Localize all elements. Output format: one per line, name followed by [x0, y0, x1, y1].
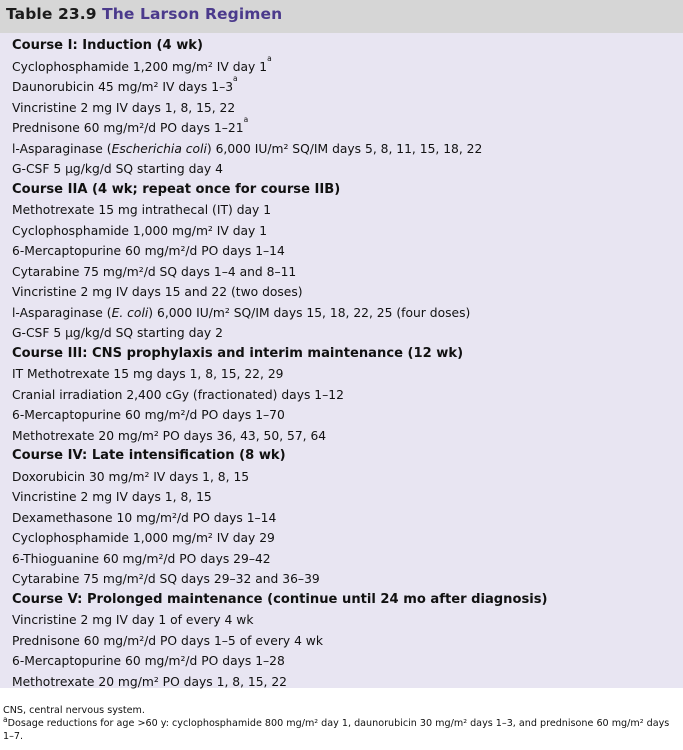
regimen-row: [12, 159, 683, 180]
table-number: Table 23.9: [6, 5, 97, 23]
row-text: 6-Mercaptopurine 60 mg/m²/d PO days 1–28: [12, 654, 285, 668]
footnote-abbreviation: CNS, central nervous system.: [3, 705, 145, 716]
organism-name: E. coli: [111, 305, 149, 320]
row-text: Course V: Prolonged maintenance (continue until 24 mo after diagnosis): [12, 591, 548, 607]
regimen-row: [12, 426, 683, 447]
regimen-row: [12, 569, 683, 590]
footnote-dosage-text: Dosage reductions for age >60 y: cyclophosphamide 800 mg/m² day 1, daunorubicin 30 mg/m² days 1–3, and prednisone 60 mg/m² days 1–7.: [3, 717, 670, 742]
row-text: Cyclophosphamide 1,200 mg/m² IV day 1: [12, 59, 268, 74]
row-text: 6-Mercaptopurine 60 mg/m²/d PO days 1–14: [12, 244, 285, 258]
row-text: Methotrexate 20 mg/m² PO days 1, 8, 15, 22: [12, 674, 288, 689]
row-text: IT Methotrexate 15 mg days 1, 8, 15, 22, 29: [12, 367, 284, 381]
row-text: Doxorubicin 30 mg/m² IV days 1, 8, 15: [12, 469, 250, 484]
row-text: Dexamethasone 10 mg/m²/d PO days 1–14: [12, 510, 277, 525]
row-text: Course I: Induction (4 wk): [12, 38, 203, 53]
course-heading: [12, 344, 683, 365]
row-text: G-CSF 5 μg/kg/d SQ starting day 2: [12, 326, 223, 340]
regimen-row: [12, 405, 683, 426]
row-text-part: l-Asparaginase (: [12, 305, 112, 320]
regimen-row: [12, 53, 683, 78]
row-text: Prednisone 60 mg/m²/d PO days 1–5 of every 4 wk: [12, 633, 323, 648]
row-text: Course IIA (4 wk; repeat once for course IIB): [12, 181, 341, 197]
regimen-row: [12, 98, 683, 119]
regimen-row: [12, 487, 683, 508]
regimen-row: [12, 631, 683, 652]
row-text-part: ) 6,000 IU/m² SQ/IM days 5, 8, 11, 15, 18, 22: [206, 141, 483, 156]
regimen-row: [12, 221, 683, 242]
regimen-row: [12, 241, 683, 262]
row-text: Cranial irradiation 2,400 cGy (fractionated) days 1–12: [12, 387, 344, 402]
regimen-row: [12, 651, 683, 672]
course-heading: [12, 36, 683, 57]
regimen-row: [12, 139, 683, 160]
regimen-row: [12, 200, 683, 221]
row-text: Cyclophosphamide 1,000 mg/m² IV day 1: [12, 223, 268, 238]
regimen-row: [12, 282, 683, 303]
regimen-row: [12, 385, 683, 406]
footnote-reference: a: [233, 74, 238, 83]
row-text-part: l-Asparaginase (: [12, 141, 112, 156]
footnote-reference: a: [243, 115, 249, 124]
row-text: Vincristine 2 mg IV days 1, 8, 15, 22: [12, 100, 236, 115]
row-text: Cytarabine 75 mg/m²/d SQ days 29–32 and 36–39: [12, 572, 320, 586]
regimen-row: [12, 508, 683, 529]
regimen-row: [12, 303, 683, 324]
footnotes: [3, 705, 681, 743]
row-text: Cyclophosphamide 1,000 mg/m² IV day 29: [12, 531, 275, 545]
regimen-row: [12, 74, 683, 98]
regimen-table-body: [0, 33, 683, 688]
regimen-row: [12, 115, 683, 139]
row-text: Vincristine 2 mg IV day 1 of every 4 wk: [12, 613, 254, 627]
regimen-row: [12, 610, 683, 631]
row-text-part: ) 6,000 IU/m² SQ/IM days 15, 18, 22, 25 (four doses): [148, 305, 471, 320]
organism-name: Escherichia coli: [111, 141, 207, 156]
course-heading: [12, 446, 683, 467]
regimen-row: [12, 467, 683, 488]
row-text: Methotrexate 15 mg intrathecal (IT) day 1: [12, 203, 272, 217]
row-text: G-CSF 5 μg/kg/d SQ starting day 4: [12, 162, 223, 176]
row-text: Cytarabine 75 mg/m²/d SQ days 1–4 and 8–11: [12, 264, 297, 279]
row-text: Course III: CNS prophylaxis and interim maintenance (12 wk): [12, 345, 464, 361]
regimen-row: [12, 364, 683, 385]
course-heading: [12, 590, 683, 611]
row-text: Prednisone 60 mg/m²/d PO days 1–21: [12, 121, 244, 135]
footnote-marker: a: [3, 714, 8, 724]
regimen-row: [12, 262, 683, 283]
row-text: 6-Mercaptopurine 60 mg/m²/d PO days 1–70: [12, 408, 285, 422]
row-text: Course IV: Late intensification (8 wk): [12, 448, 286, 463]
regimen-row: [12, 323, 683, 344]
course-heading: [12, 180, 683, 201]
regimen-row: [12, 528, 683, 549]
row-text: Vincristine 2 mg IV days 15 and 22 (two doses): [12, 285, 303, 299]
row-text: 6-Thioguanine 60 mg/m²/d PO days 29–42: [12, 551, 271, 566]
table-title: [0, 0, 683, 33]
row-text: Vincristine 2 mg IV days 1, 8, 15: [12, 490, 212, 504]
footnote-reference: a: [267, 53, 272, 63]
row-text: Methotrexate 20 mg/m² PO days 36, 43, 50, 57, 64: [12, 428, 327, 443]
regimen-row: [12, 672, 683, 693]
footnote-dosage: [3, 714, 681, 744]
table-name: The Larson Regimen: [102, 5, 283, 23]
regimen-row: [12, 549, 683, 570]
row-text: Daunorubicin 45 mg/m² IV days 1–3: [12, 80, 234, 94]
